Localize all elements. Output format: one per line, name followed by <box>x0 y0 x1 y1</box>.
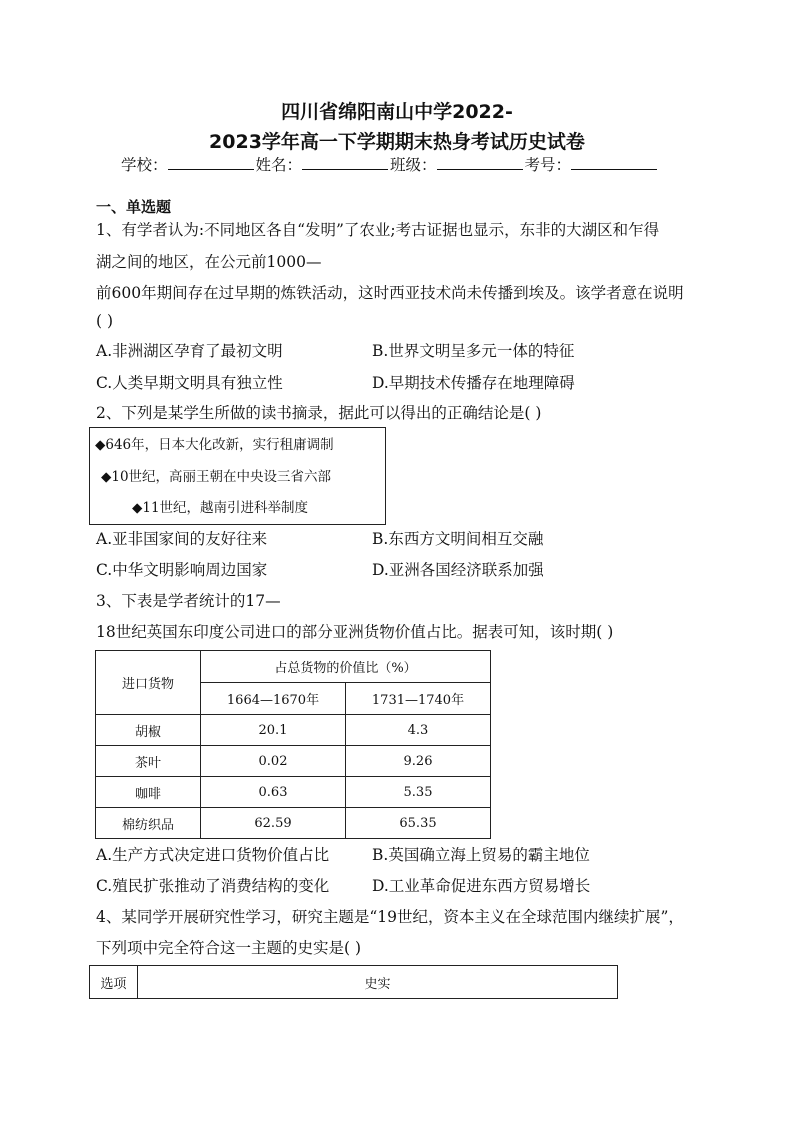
header-period-1: 1664—1670年 <box>201 683 346 715</box>
q2-option-c[interactable]: C.中华文明影响周边国家 <box>96 561 268 579</box>
q1-stem-line3: 前600年期间存在过早期的炼铁活动，这时西亚技术尚未传播到埃及。该学者意在说明 <box>96 284 684 302</box>
q4-stem-line1: 4、某同学开展研究性学习，研究主题是“19世纪，资本主义在全球范围内继续扩展”， <box>96 908 684 926</box>
goods-value-table <box>95 650 491 839</box>
q1-stem-line1: 1、有学者认为:不同地区各自“发明”了农业;考古证据也显示，东非的大湖区和乍得 <box>96 221 660 239</box>
q3-stem-line1: 3、下表是学者统计的17— <box>96 592 281 610</box>
value-period-2: 65.35 <box>346 808 491 839</box>
value-period-2: 9.26 <box>346 746 491 777</box>
q1-option-a[interactable]: A.非洲湖区孕育了最初文明 <box>96 342 283 360</box>
q1-stem-line4: ( ) <box>96 312 114 330</box>
reading-notes-box <box>89 427 386 525</box>
q2-option-d[interactable]: D.亚洲各国经济联系加强 <box>372 561 544 579</box>
q1-option-d[interactable]: D.早期技术传播存在地理障碍 <box>372 374 575 392</box>
q1-stem-line2: 湖之间的地区，在公元前1000— <box>96 253 322 271</box>
value-period-2: 5.35 <box>346 777 491 808</box>
value-period-2: 4.3 <box>346 715 491 746</box>
note-item: ◆646年，日本大化改新，实行租庸调制 <box>95 437 334 453</box>
q4-options-table <box>89 965 618 999</box>
value-period-1: 62.59 <box>201 808 346 839</box>
q1-option-b[interactable]: B.世界文明呈多元一体的特征 <box>372 342 575 360</box>
q2-stem: 2、下列是某学生所做的读书摘录，据此可以得出的正确结论是( ) <box>96 404 542 422</box>
class-label: 班级： <box>390 156 437 174</box>
value-period-1: 20.1 <box>201 715 346 746</box>
q3-option-a[interactable]: A.生产方式决定进口货物价值占比 <box>96 846 330 864</box>
table-row <box>96 715 491 746</box>
value-period-1: 0.63 <box>201 777 346 808</box>
name-label: 姓名： <box>255 156 303 174</box>
q4-stem-line2: 下列项中完全符合这一主题的史实是( ) <box>96 939 362 957</box>
name-blank[interactable] <box>302 153 388 170</box>
goods-name: 咖啡 <box>96 777 201 808</box>
goods-name: 棉纺织品 <box>96 808 201 839</box>
class-blank[interactable] <box>437 153 523 170</box>
header-ratio: 占总货物的价值比（%） <box>201 651 491 683</box>
q1-option-c[interactable]: C.人类早期文明具有独立性 <box>96 374 283 392</box>
school-label: 学校： <box>121 156 168 174</box>
student-info-row <box>121 153 659 175</box>
school-blank[interactable] <box>168 153 254 170</box>
header-period-2: 1731—1740年 <box>346 683 491 715</box>
q3-stem-line2: 18世纪英国东印度公司进口的部分亚洲货物价值占比。据表可知，该时期( ) <box>96 623 614 641</box>
header-goods: 进口货物 <box>96 651 201 715</box>
value-period-1: 0.02 <box>201 746 346 777</box>
table-row <box>96 808 491 839</box>
number-label: 考号： <box>524 156 572 174</box>
exam-title-line2: 2023学年高一下学期期末热身考试历史试卷 <box>209 131 585 153</box>
goods-name: 茶叶 <box>96 746 201 777</box>
goods-name: 胡椒 <box>96 715 201 746</box>
header-fact: 史实 <box>138 966 618 999</box>
note-item: ◆11世纪，越南引进科举制度 <box>132 500 309 516</box>
q3-option-d[interactable]: D.工业革命促进东西方贸易增长 <box>372 877 591 895</box>
q3-option-c[interactable]: C.殖民扩张推动了消费结构的变化 <box>96 877 330 895</box>
exam-title-line1: 四川省绵阳南山中学2022- <box>281 101 513 123</box>
q3-option-b[interactable]: B.英国确立海上贸易的霸主地位 <box>372 846 590 864</box>
header-option: 选项 <box>90 966 138 999</box>
section-heading: 一、单选题 <box>96 198 172 216</box>
number-blank[interactable] <box>571 153 657 170</box>
q2-option-b[interactable]: B.东西方文明间相互交融 <box>372 530 544 548</box>
q2-option-a[interactable]: A.亚非国家间的友好往来 <box>96 530 268 548</box>
table-row <box>96 746 491 777</box>
table-row <box>96 777 491 808</box>
note-item: ◆10世纪，高丽王朝在中央设三省六部 <box>101 469 332 485</box>
